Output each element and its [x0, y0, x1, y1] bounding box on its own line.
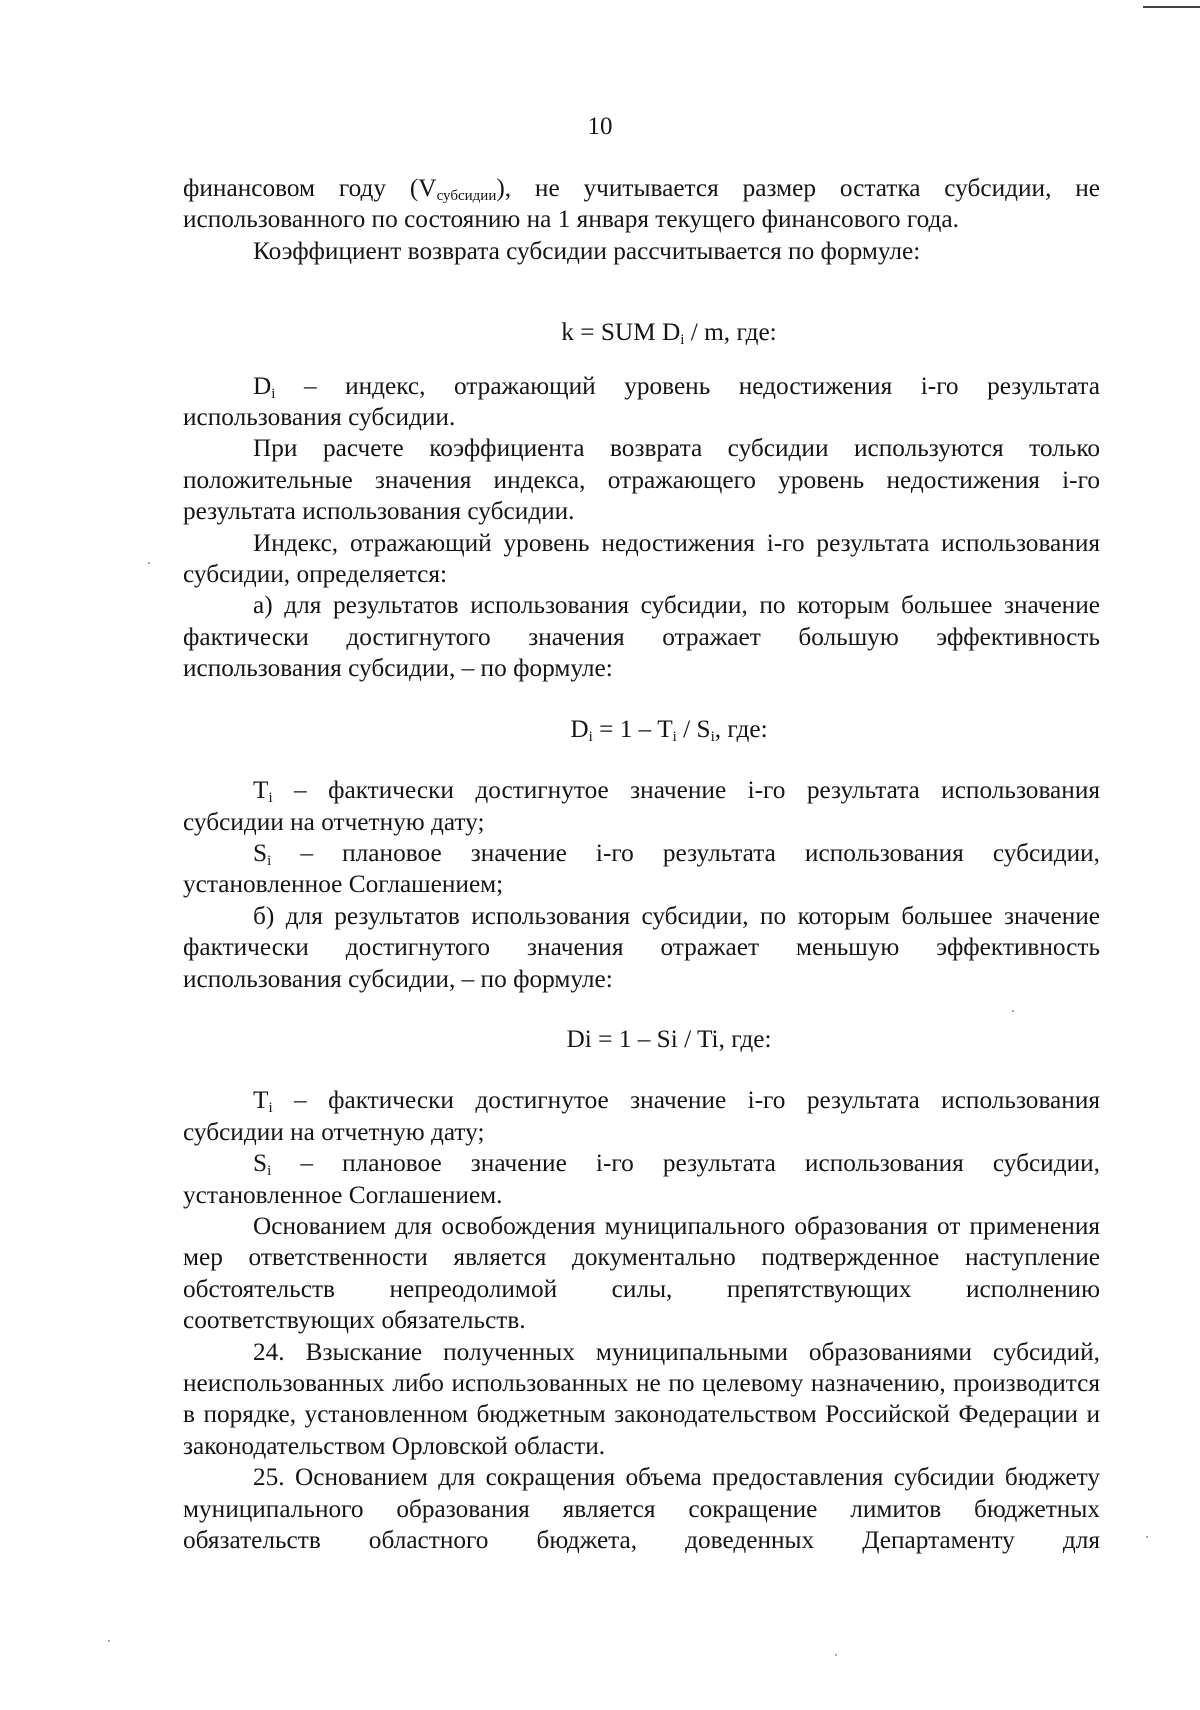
paragraph-ti-definition-b: $T_i$ – фактически достигнутое значение i-го результата использования субсидии на отчетную дату; — [183, 1086, 1100, 1146]
paragraph-item-24: 24. Взыскание полученных муниципальными образованиями субсидий, неиспользованных либо использованных не по целевому назначению, производится в порядке, установленном бюджетным законодательством Российской Федерации и законодательством Орловской области. — [183, 1337, 1100, 1460]
paragraph-si-definition-a: $S_i$ – плановое значение i-го результата использования субсидии, установленное Соглашением; — [183, 838, 1100, 899]
paragraph-coefficient-intro: Коэффициент возврата субсидии рассчитывается по формуле: — [253, 236, 921, 265]
scan-speck — [835, 1654, 837, 1656]
scan-edge-mark — [1143, 6, 1200, 8]
paragraph-index-determined: Индекс, отражающий уровень недостижения i-го результата использования субсидии, определяется: — [183, 528, 1100, 589]
scan-speck — [1146, 1536, 1148, 1538]
paragraph-si-definition-b: $S_i$ – плановое значение i-го результата использования субсидии, установленное Соглашением. — [183, 1149, 1100, 1209]
paragraph-di-definition: $D_i$ – индекс, отражающий уровень недостижения i-го результата использования субсидии. — [183, 371, 1100, 432]
scan-speck — [108, 1640, 110, 1642]
paragraph-ti-definition-a: $T_i$ – фактически достигнутое значение i-го результата использования субсидии на отчетную дату; — [183, 776, 1100, 836]
paragraph-item-25: 25. Основанием для сокращения объема предоставления субсидии бюджету муниципального образования является сокращение лимитов бюджетных обязательств областного бюджета, доведенных Департаменту для — [183, 1463, 1100, 1555]
page-number: 10 — [587, 113, 613, 140]
scan-speck — [148, 562, 150, 564]
paragraph-subsidy-volume: финансовом году $(V_{субсидии})$, не учитывается размер остатка субсидии, не использованного по состоянию на 1 января текущего финансового года. — [183, 174, 1100, 234]
formula-di-a: $D_i = 1 - T_i / S_i$, где: — [570, 714, 768, 745]
paragraph-case-a: а) для результатов использования субсидии, по которым большее значение фактически достигнутого значения отражает большую эффективность использования субсидии, – по формуле: — [183, 591, 1100, 683]
paragraph-force-majeure: Основанием для освобождения муниципального образования от применения мер ответственности является документально подтвержденное наступление обстоятельств непреодолимой силы, препятствующих исполнению соответствующих обязательств. — [183, 1211, 1100, 1335]
scan-speck — [1012, 1010, 1014, 1012]
formula-di-b: Di = 1 – Si / Ti, где: — [566, 1024, 772, 1053]
paragraph-case-b: б) для результатов использования субсидии, по которым большее значение фактически достигнутого значения отражает меньшую эффективность использования субсидии, – по формуле: — [183, 901, 1100, 993]
formula-k: k = SUM $D_i$ / m, где: — [561, 318, 777, 349]
document-body — [183, 173, 1100, 1556]
paragraph-positive-values: При расчете коэффициента возврата субсидии используются только положительные значения индекса, отражающего уровень недостижения i-го результата использования субсидии. — [183, 434, 1100, 526]
